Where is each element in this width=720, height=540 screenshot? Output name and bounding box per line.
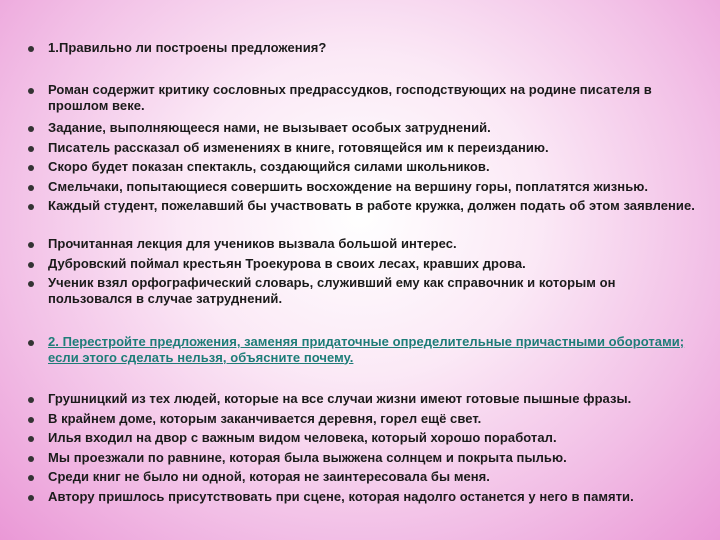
bullet-icon bbox=[28, 185, 34, 191]
bullet-icon bbox=[28, 475, 34, 481]
list-item-text: Автору пришлось присутствовать при сцене, которая надолго останется у него в памяти. bbox=[48, 489, 634, 504]
list-item-text: Среди книг не было ни одной, которая не заинтересовала бы меня. bbox=[48, 469, 490, 484]
bullet-icon bbox=[28, 126, 34, 132]
list-item-text: Писатель рассказал об изменениях в книге, готовящейся им к переизданию. bbox=[48, 140, 549, 155]
bullet-icon bbox=[28, 281, 34, 287]
list-item-text: В крайнем доме, которым заканчивается деревня, горел ещё свет. bbox=[48, 411, 482, 426]
list-item-text: Мы проезжали по равнине, которая была выжжена солнцем и покрыта пылью. bbox=[48, 450, 567, 465]
list-item-text: Смельчаки, попытающиеся совершить восхождение на вершину горы, поплатятся жизнью. bbox=[48, 179, 649, 194]
bullet-icon bbox=[28, 262, 34, 268]
bullet-icon bbox=[28, 88, 34, 94]
list-item-text: Каждый студент, пожелавший бы участвовать в работе кружка, должен подать об этом заявление. bbox=[48, 198, 695, 213]
bullet-icon bbox=[28, 165, 34, 171]
list-item-text: Грушницкий из тех людей, которые на все случаи жизни имеют готовые пышные фразы. bbox=[48, 391, 632, 406]
bullet-icon bbox=[28, 436, 34, 442]
list-item-text: Задание, выполняющееся нами, не вызывает особых затруднений. bbox=[48, 120, 491, 135]
bullet-icon bbox=[28, 146, 34, 152]
list-item-text: Дубровский поймал крестьян Троекурова в своих лесах, кравших дрова. bbox=[48, 256, 526, 271]
bullet-icon bbox=[28, 204, 34, 210]
list-item-text: Скоро будет показан спектакль, создающийся силами школьников. bbox=[48, 159, 490, 174]
list-item-text: Ученик взял орфографический словарь, служивший ему как справочник и которым он пользовался в случае затруднений. bbox=[48, 275, 616, 306]
bullet-icon bbox=[28, 495, 34, 501]
bullet-icon bbox=[28, 340, 34, 346]
bullet-icon bbox=[28, 46, 34, 52]
list-item-text: Роман содержит критику сословных предрассудков, господствующих на родине писателя в прошлом веке. bbox=[48, 82, 652, 113]
bullet-icon bbox=[28, 242, 34, 248]
bullet-icon bbox=[28, 397, 34, 403]
list-item-text: Прочитанная лекция для учеников вызвала большой интерес. bbox=[48, 236, 457, 251]
section2-heading: 2. Перестройте предложения, заменяя придаточные определительные причастными оборотами; если этого сделать нельзя, объясните почему. bbox=[48, 334, 685, 365]
list-item-text: Илья входил на двор с важным видом человека, который хорошо поработал. bbox=[48, 430, 557, 445]
section1-heading: 1.Правильно ли построены предложения? bbox=[48, 40, 327, 55]
bullet-icon bbox=[28, 417, 34, 423]
bullet-icon bbox=[28, 456, 34, 462]
